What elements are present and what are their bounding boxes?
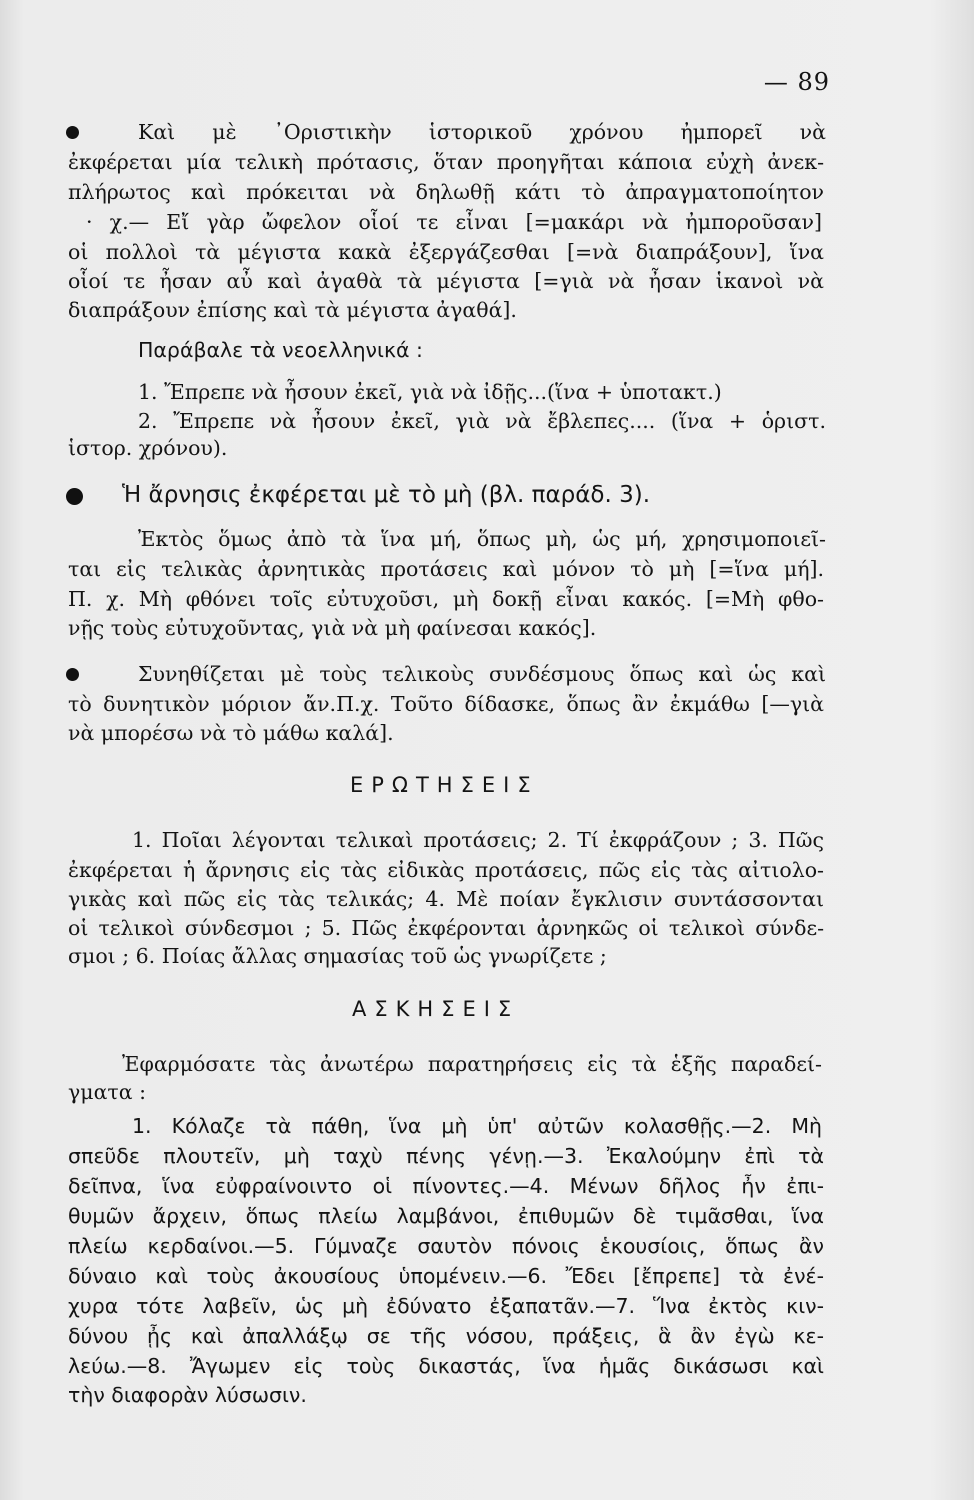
exercises-line-6: δύναιο καὶ τοὺς ἀκουσίους ὑπομένειν.—6. Ἔδει [ἔπρεπε] τὰ ἐνέ- [68, 1264, 824, 1288]
compare-intro: Παράβαλε τὰ νεοελληνικά : [138, 338, 423, 362]
paragraph1-line-3: πλήρωτος καὶ πρόκειται νὰ δηλωθῇ κάτι τὸ ἀπραγματοποίητον [68, 180, 824, 204]
bullet-icon [66, 668, 79, 681]
exercises-heading: ΑΣΚΗΣΕΙΣ [352, 997, 520, 1021]
paragraph2-line-3: Π. χ. Μὴ φθόνει τοῖς εὐτυχοῦσι, μὴ δοκῇ εἶναι κακός. [=Μὴ φθο- [68, 587, 824, 611]
exercises-line-7: χυρα τότε λαβεῖν, ὡς μὴ ἐδύνατο ἐξαπατᾶν.—7. Ἵνα ἐκτὸς κιν- [68, 1294, 824, 1318]
compare-item-2-cont: ἱστορ. χρόνου). [68, 436, 228, 460]
exercises-line-1: 1. Κόλαζε τὰ πάθη, ἵνα μὴ ὑπ' αὐτῶν κολασθῇς.—2. Μὴ [132, 1114, 822, 1138]
paragraph1-line-6: οἷοί τε ἦσαν αὖ καὶ ἀγαθὰ τὰ μέγιστα [=γιὰ νὰ ἦσαν ἱκανοὶ νὰ [68, 269, 824, 293]
paragraph1-line-5: οἱ πολλοὶ τὰ μέγιστα κακὰ ἐξεργάζεσθαι [=νὰ διαπράξουν], ἵνα [68, 240, 824, 264]
paragraph2-line-4: νῇς τοὺς εὐτυχοῦντας, γιὰ νὰ μὴ φαίνεσαι κακός]. [68, 616, 597, 640]
questions-line-3: γικὰς καὶ πῶς εἰς τὰς τελικάς; 4. Μὲ ποίαν ἔγκλισιν συντάσσονται [68, 887, 824, 911]
exercises-line-5: πλείω κερδαίνοι.—5. Γύμναζε σαυτὸν πόνοις ἑκουσίοις, ὅπως ἂν [68, 1234, 824, 1258]
questions-line-4: οἱ τελικοὶ σύνδεσμοι ; 5. Πῶς ἐκφέρονται ἀρνηκῶς οἱ τελικοὶ σύνδε- [68, 916, 824, 940]
paragraph3-line-1: Συνηθίζεται μὲ τοὺς τελικοὺς συνδέσμους ὅπως καὶ ὡς καὶ [138, 662, 826, 686]
bullet-icon [66, 126, 79, 139]
paragraph1-line-1: Καὶ μὲ ᾿Οριστικὴν ἱστορικοῦ χρόνου ἠμπορεῖ νὰ [138, 120, 826, 144]
paragraph2-line-2: ται εἰς τελικὰς ἀρνητικὰς προτάσεις καὶ μόνον τὸ μὴ [=ἵνα μή]. [68, 557, 824, 581]
questions-line-2: ἐκφέρεται ἡ ἄρνησις εἰς τὰς εἰδικὰς προτάσεις, πῶς εἰς τὰς αἰτιολο- [68, 858, 824, 882]
exercises-line-3: δεῖπνα, ἵνα εὐφραίνοιντο οἱ πίνοντες.—4. Μένων δῆλος ἦν ἐπι- [68, 1174, 824, 1198]
questions-line-5: σμοι ; 6. Ποίας ἄλλας σημασίας τοῦ ὡς γνωρίζετε ; [68, 944, 607, 968]
paragraph1-line-2: ἐκφέρεται μία τελικὴ πρότασις, ὅταν προηγῆται κάποια εὐχὴ ἀνεκ- [68, 150, 824, 174]
exercises-line-2: σπεῦδε πλουτεῖν, μὴ ταχὺ πένης γένῃ.—3. Ἐκαλούμην ἐπὶ τὰ [68, 1144, 824, 1168]
exercises-line-9: λεύω.—8. Ἄγωμεν εἰς τοὺς δικαστάς, ἵνα ἡμᾶς δικάσωσι καὶ [68, 1354, 824, 1378]
questions-heading: ΕΡΩΤΗΣΕΙΣ [350, 773, 539, 797]
compare-item-1: 1. Ἔπρεπε νὰ ἦσουν ἐκεῖ, γιὰ νὰ ἰδῇς...(ἵνα + ὑποτακτ.) [138, 380, 722, 404]
questions-line-1: 1. Ποῖαι λέγονται τελικαὶ προτάσεις; 2. Τί ἐκφράζουν ; 3. Πῶς [132, 828, 824, 852]
paragraph1-line-7: διαπράξουν ἐπίσης καὶ τὰ μέγιστα ἀγαθά]. [68, 298, 517, 322]
compare-item-2: 2. Ἔπρεπε νὰ ἦσουν ἐκεῖ, γιὰ νὰ ἔβλεπες.... (ἵνα + ὁριστ. [138, 409, 826, 433]
page-number: — 89 [763, 68, 830, 96]
section-heading: Ἡ ἄρνησις ἐκφέρεται μὲ τὸ μὴ (βλ. παράδ. 3). [122, 482, 651, 508]
exercises-line-4: θυμῶν ἄρχειν, ὅπως πλείω λαμβάνοι, ἐπιθυμῶν δὲ τιμᾶσθαι, ἵνα [68, 1204, 824, 1228]
exercises-line-8: δύνου ᾖς καὶ ἀπαλλάξῳ σε τῆς νόσου, πράξεις, ἃ ἂν ἐγὼ κε- [68, 1324, 824, 1348]
exercises-intro-line-2: γματα : [68, 1080, 147, 1104]
bullet-icon [66, 488, 83, 505]
paragraph3-line-3: νὰ μπορέσω νὰ τὸ μάθω καλά]. [68, 721, 394, 745]
paragraph1-line-4: · χ.— Εἴ γὰρ ὤφελον οἷοί τε εἶναι [=μακάρι νὰ ἠμποροῦσαν] [86, 210, 822, 234]
paragraph2-line-1: Ἐκτὸς ὅμως ἀπὸ τὰ ἵνα μή, ὅπως μὴ, ὡς μή, χρησιμοποιεῖ- [138, 527, 826, 551]
exercises-intro-line-1: Ἐφαρμόσατε τὰς ἀνωτέρω παρατηρήσεις εἰς τὰ ἑξῆς παραδεί- [122, 1052, 822, 1076]
exercises-line-10: τὴν διαφορὰν λύσωσιν. [68, 1383, 307, 1407]
paragraph3-line-2: τὸ δυνητικὸν μόριον ἄν.Π.χ. Τοῦτο δίδασκε, ὅπως ἂν ἐκμάθω [—γιὰ [68, 692, 824, 716]
